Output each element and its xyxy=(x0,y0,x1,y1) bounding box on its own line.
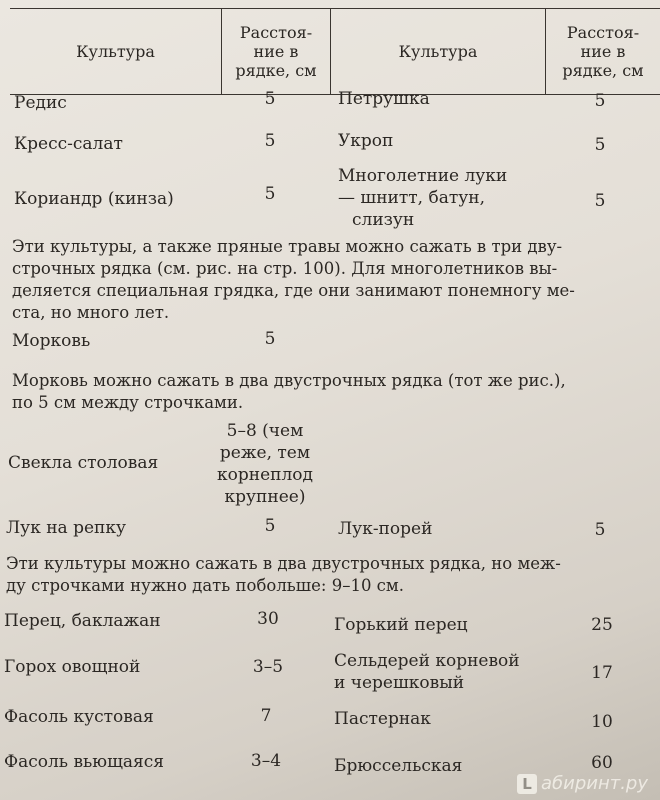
crop-cell-line: слизун xyxy=(352,210,415,230)
distance-cell: 5 xyxy=(264,329,276,349)
distance-cell: 25 xyxy=(591,615,613,635)
header-distance-2 xyxy=(546,9,660,94)
note-line: Эти культуры можно сажать в два двустрочных рядка, но меж- xyxy=(6,554,561,573)
crop-cell: Редис xyxy=(14,93,67,113)
watermark xyxy=(517,773,648,794)
note-line: по 5 см между строчками. xyxy=(12,393,244,412)
distance-cell: 3–5 xyxy=(252,657,284,677)
crop-cell: Фасоль кустовая xyxy=(4,707,154,727)
crop-cell: Фасоль вьющаяся xyxy=(4,752,164,772)
crop-cell: Пастернак xyxy=(334,709,431,729)
table-header xyxy=(10,8,660,95)
distance-cell: 5 xyxy=(594,91,606,111)
header-distance-line: ние в xyxy=(580,42,626,61)
note-line: ста, но много лет. xyxy=(12,303,170,322)
crop-cell: Свекла столовая xyxy=(8,453,159,473)
crop-cell: Горький перец xyxy=(334,615,468,635)
note-line: деляется специальная грядка, где они занимают понемногу ме- xyxy=(12,281,575,300)
crop-cell-line: Сельдерей корневой xyxy=(334,651,520,671)
header-distance xyxy=(222,9,330,94)
note-line: строчных рядка (см. рис. на стр. 100). Для многолетников вы- xyxy=(12,259,558,278)
distance-cell: 30 xyxy=(257,609,279,629)
crop-cell: Морковь xyxy=(12,331,91,351)
distance-cell: 3–4 xyxy=(250,751,282,771)
distance-cell: 5 xyxy=(264,516,276,536)
watermark-logo-letter: L xyxy=(517,774,537,794)
distance-cell: 5 xyxy=(264,184,276,204)
crop-cell: Лук на репку xyxy=(6,518,126,538)
header-distance-line: Расстоя- xyxy=(239,23,313,42)
distance-cell: 5 xyxy=(594,135,606,155)
distance-cell-line: 5–8 (чем xyxy=(226,421,304,441)
crop-cell: Укроп xyxy=(338,131,394,151)
distance-cell: 60 xyxy=(591,753,613,773)
crop-cell-line: — шнитт, батун, xyxy=(338,188,485,208)
header-distance-line: ние в xyxy=(253,42,299,61)
crop-cell: Лук-порей xyxy=(338,519,433,539)
note-line: Морковь можно сажать в два двустрочных рядка (тот же рис.), xyxy=(12,371,566,390)
distance-cell: 17 xyxy=(591,663,613,683)
distance-cell-line: корнеплод xyxy=(217,465,313,485)
header-distance-line: Расстоя- xyxy=(566,23,640,42)
distance-cell-line: реже, тем xyxy=(219,443,311,463)
watermark-text: абиринт.ру xyxy=(540,773,648,794)
crop-cell: Брюссельская xyxy=(334,756,463,776)
crop-cell: Горох овощной xyxy=(4,657,141,677)
distance-cell: 10 xyxy=(591,712,613,732)
note-line: Эти культуры, а также пряные травы можно сажать в три дву- xyxy=(12,237,563,256)
crop-cell: Кресс-салат xyxy=(14,134,123,154)
crop-cell-line: Многолетние луки xyxy=(338,166,508,186)
crop-cell: Перец, баклажан xyxy=(4,611,161,631)
header-distance-line: рядке, см xyxy=(562,61,644,80)
crop-cell-line: и черешковый xyxy=(334,673,465,693)
header-crop: Культура xyxy=(76,42,155,61)
crop-cell: Петрушка xyxy=(338,89,430,109)
header-distance-line: рядке, см xyxy=(235,61,317,80)
crop-cell: Кориандр (кинза) xyxy=(14,189,174,209)
distance-cell: 5 xyxy=(594,520,606,540)
header-crop-2: Культура xyxy=(398,42,478,61)
distance-cell: 5 xyxy=(264,131,276,151)
distance-cell: 5 xyxy=(264,89,276,109)
distance-cell-line: крупнее) xyxy=(224,487,306,507)
note-line: ду строчками нужно дать побольше: 9–10 см. xyxy=(6,576,405,595)
distance-cell: 7 xyxy=(260,706,272,726)
distance-cell: 5 xyxy=(594,191,606,211)
